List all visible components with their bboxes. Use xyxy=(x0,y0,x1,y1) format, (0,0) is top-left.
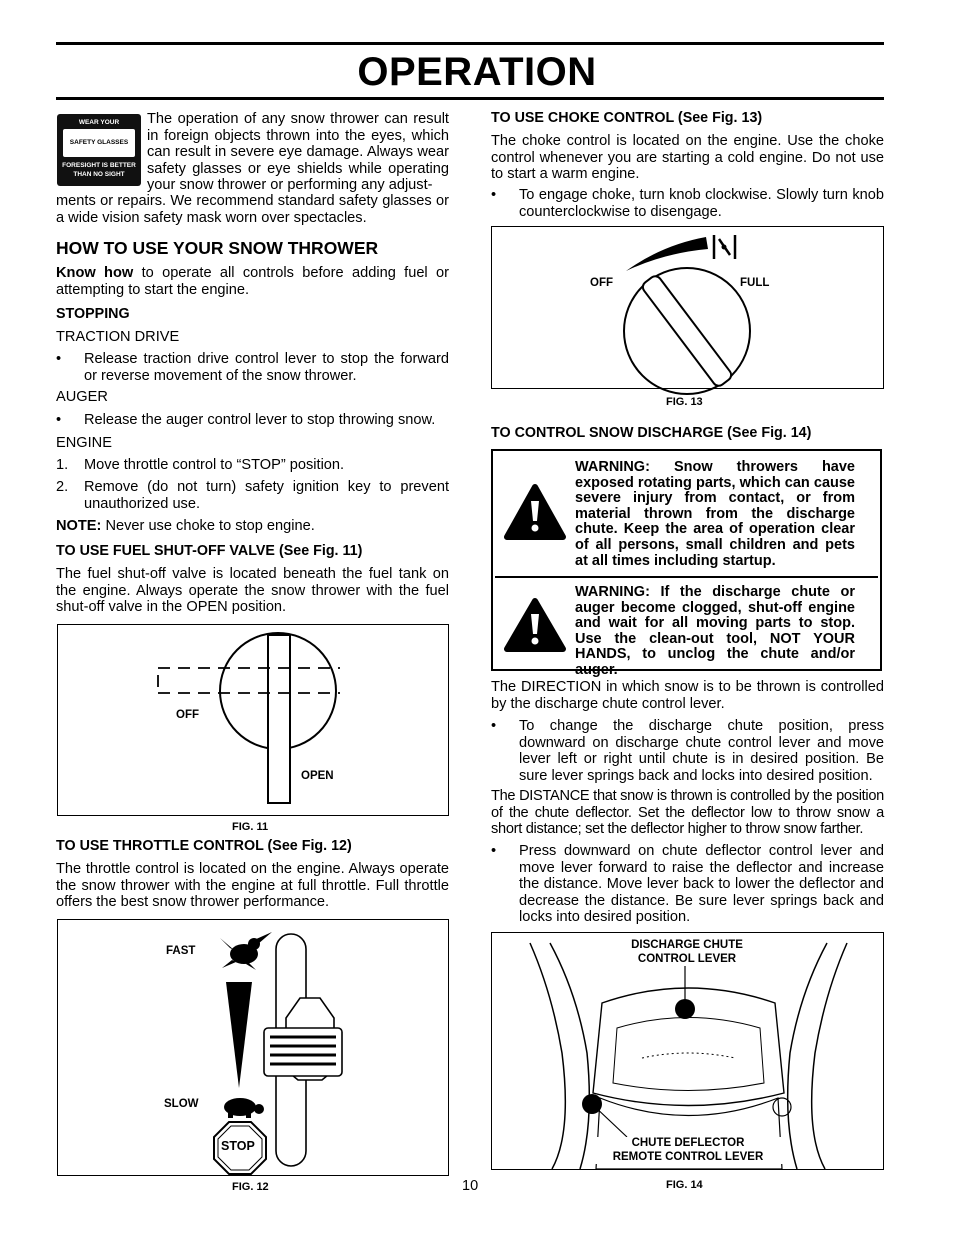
choke-item-text: To engage choke, turn knob clockwise. Slowly turn knob counterclockwise to disengage. xyxy=(519,187,884,220)
fig14-caption: FIG. 14 xyxy=(666,1179,703,1191)
engine-step-2-text: Remove (do not turn) safety ignition key to prevent unauthorized use. xyxy=(84,479,449,512)
auger-label: AUGER xyxy=(56,389,108,405)
fig13-box xyxy=(491,226,884,389)
traction-drive-text: Release traction drive control lever to stop the forward or reverse movement of the snow thrower. xyxy=(84,351,449,384)
traction-drive-item: • Release traction drive control lever to stop the forward or reverse movement of the snow thrower. xyxy=(56,351,449,384)
fig12-fast-label: FAST xyxy=(166,945,196,957)
turtle-icon xyxy=(224,1098,264,1118)
fig14-bottom-label-line2: REMOTE CONTROL LEVER xyxy=(612,1150,764,1163)
auger-item: • Release the auger control lever to stop throwing snow. xyxy=(56,412,436,428)
fig12-caption: FIG. 12 xyxy=(232,1181,269,1193)
fig13-drawing xyxy=(492,227,885,390)
note-rest: Never use choke to stop engine. xyxy=(101,518,315,534)
fig14-drawing xyxy=(492,933,885,1171)
throttle-paragraph: The throttle control is located on the engine. Always operate the snow thrower with the engine at full throttle. Full throttle offers the best snow thrower performance. xyxy=(56,861,449,910)
engine-step-2: 2. Remove (do not turn) safety ignition key to prevent unauthorized use. xyxy=(56,479,449,512)
fig13-caption: FIG. 13 xyxy=(666,396,703,408)
know-how-rest: to operate all controls before adding fuel or attempting to start the engine. xyxy=(56,265,449,298)
fig11-drawing xyxy=(58,625,450,817)
throttle-heading: TO USE THROTTLE CONTROL (See Fig. 12) xyxy=(56,838,352,854)
header-bottom-rule xyxy=(56,97,884,100)
intro-paragraph: The operation of any snow thrower can result in foreign objects thrown into the eyes, which can result in severe eye damage. Always wear safety glasses or eye shields while operating your snow thrower or performing any adjust- xyxy=(147,111,449,193)
fig14-bottom-label-line1: CHUTE DEFLECTOR xyxy=(631,1137,745,1149)
page-number: 10 xyxy=(462,1178,479,1194)
how-to-use-heading: HOW TO USE YOUR SNOW THROWER xyxy=(56,238,379,258)
direction-paragraph: The DIRECTION in which snow is to be thrown is controlled by the discharge chute control lever. xyxy=(491,679,884,712)
fig14-chute-lever-marker xyxy=(675,999,695,1019)
choke-symbol-icon xyxy=(714,235,735,259)
fig11-open-label: OPEN xyxy=(301,770,334,782)
safety-glasses-badge xyxy=(57,114,141,186)
know-how-bold: Know how xyxy=(56,265,134,281)
choke-paragraph: The choke control is located on the engine. Use the choke control whenever you are starting a cold engine. Do not use to start a warm engine. xyxy=(491,133,884,182)
direction-item: • To change the discharge chute position, press downward on discharge chute control lever and move lever left or right until chute is in desired position. Be sure lever springs back and locks into desired position. xyxy=(491,718,884,784)
header-top-rule xyxy=(56,42,884,45)
page-title: OPERATION xyxy=(357,50,597,94)
badge-goggles-panel xyxy=(63,129,135,157)
fig11-box xyxy=(57,624,449,816)
choke-heading: TO USE CHOKE CONTROL (See Fig. 13) xyxy=(491,110,763,126)
fig11-valve-handle xyxy=(268,635,290,803)
choke-item: • To engage choke, turn knob clockwise. Slowly turn knob counterclockwise to disengage. xyxy=(491,187,884,220)
note-paragraph xyxy=(56,518,449,535)
fig14-deflector-lever-marker xyxy=(582,1094,602,1114)
engine-step-1-text: Move throttle control to “STOP” position. xyxy=(84,457,345,473)
direction-item-text: To change the discharge chute position, press downward on discharge chute control lever and move lever left or right until chute is in desired position. Be sure lever springs back and locks into desired position. xyxy=(519,718,884,784)
warning-triangle-icon xyxy=(507,487,563,537)
badge-line-2: SAFETY GLASSES xyxy=(69,139,129,146)
fig11-caption: FIG. 11 xyxy=(232,821,269,833)
distance-item: • Press downward on chute deflector control lever and move lever forward to raise the deflector and increase the distance. Move lever back to lower the deflector and decrease the distance. Be sure lever springs back and locks into desired position. xyxy=(491,843,884,925)
discharge-heading: TO CONTROL SNOW DISCHARGE (See Fig. 14) xyxy=(491,425,812,441)
fig12-knob-grip xyxy=(264,1028,342,1076)
know-how-paragraph xyxy=(56,265,449,298)
fig14-box xyxy=(491,932,884,1170)
engine-step-1: 1. Move throttle control to “STOP” position. xyxy=(56,457,345,473)
fig12-box xyxy=(57,919,449,1176)
warning-1-text: WARNING: Snow throwers have exposed rotating parts, which can cause severe injury from contact, or from material thrown from the discharge chute. Keep the area of operation clear of all persons, small children and pets at all times including startup. xyxy=(575,459,855,569)
fig13-choke-arc xyxy=(626,237,708,271)
traction-drive-label: TRACTION DRIVE xyxy=(56,329,180,345)
fig13-knob-bar xyxy=(640,274,733,388)
intro-paragraph-continued: ments or repairs. We recommend standard safety glasses or a wide vision safety mask worn over spectacles. xyxy=(56,193,449,226)
badge-line-1: WEAR YOUR xyxy=(78,119,120,126)
warning-box xyxy=(491,449,882,678)
fig12-stop-label: STOP xyxy=(221,1139,255,1153)
fig14-top-label xyxy=(592,939,782,966)
warning-2-text: WARNING: If the discharge chute or auger become clogged, shut-off engine and wait for all moving parts to stop. Use the clean-out tool, NOT YOUR HANDS, to unclog the chute and/or auger. xyxy=(575,584,855,678)
engine-label: ENGINE xyxy=(56,435,112,451)
badge-line-3: FORESIGHT IS BETTER xyxy=(62,162,136,169)
fig11-off-label: OFF xyxy=(176,709,199,721)
fig14-top-label-line1: DISCHARGE CHUTE xyxy=(631,939,743,951)
fig13-full-label: FULL xyxy=(740,277,770,289)
fuel-valve-heading: TO USE FUEL SHUT-OFF VALVE (See Fig. 11) xyxy=(56,543,363,559)
fig13-off-label: OFF xyxy=(590,277,613,289)
auger-text: Release the auger control lever to stop throwing snow. xyxy=(84,412,436,428)
fig12-speed-wedge xyxy=(226,982,252,1088)
distance-paragraph: The DISTANCE that snow is thrown is controlled by the position of the chute deflector. Set the deflector low to throw snow a short distance; set the deflector higher to throw snow farther. xyxy=(491,788,884,837)
stopping-heading: STOPPING xyxy=(56,306,130,322)
rabbit-icon xyxy=(220,932,272,970)
fig14-top-label-line2: CONTROL LEVER xyxy=(637,952,737,965)
fig12-slow-label: SLOW xyxy=(164,1098,199,1110)
fuel-valve-paragraph: The fuel shut-off valve is located beneath the fuel tank on the engine. Always operate the snow thrower with the fuel shut-off valve in the OPEN position. xyxy=(56,566,449,615)
badge-line-4: THAN NO SIGHT xyxy=(73,171,125,178)
warning-triangle-icon-2 xyxy=(507,601,563,649)
distance-item-text: Press downward on chute deflector control lever and move lever forward to raise the deflector and increase the distance. Move lever back to lower the deflector and decrease the distance. Be sure lever springs back and locks into desired position. xyxy=(519,843,884,925)
fig14-bottom-label xyxy=(588,1137,788,1164)
note-bold: NOTE: xyxy=(56,518,102,534)
